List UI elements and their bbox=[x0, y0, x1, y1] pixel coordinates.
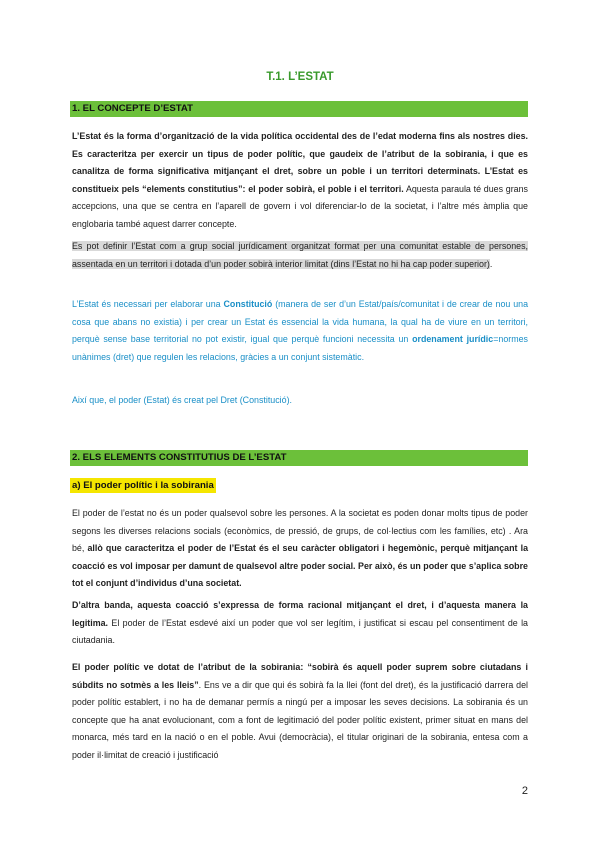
sec1-paragraph-1 bbox=[72, 128, 528, 233]
sec2-p1-a: El poder de l’estat no és un poder qualsevol sobre les persones. A la societat es poden donar molts tipus de poder segons les diverses relacions socials (econòmics, de pressió, de grups, de col·lectius com les famílies, etc) . Ara bé, bbox=[72, 508, 528, 553]
section-1-heading: 1. EL CONCEPTE D’ESTAT bbox=[70, 101, 528, 117]
document-title: T.1. L’ESTAT bbox=[266, 71, 334, 83]
page-number: 2 bbox=[521, 785, 528, 797]
sec1-p1-bold: L’Estat és la forma d’organització de la vida política occidental des de l’edat moderna fins als nostres dies. Es caracteritza per exercir un tipus de poder polític, que gaudeix de l’atribut de la sobirania, i que es canalitza de forma significativa mitjançant el dret, sobre un poble i un territori determinats. L’Estat es constitueix pels “elements constitutius”: el poder sobirà, el poble i el territori. bbox=[72, 131, 528, 194]
sec1-p3-ordenament: ordenament jurídic bbox=[412, 334, 494, 344]
sec1-p3-c: (manera de ser d’un Estat/país/comunitat i de crear de nou una cosa que abans no existia) i per crear un Estat és essencial la vida humana, la qual ha de viure en un territori, perquè sense base territorial no pot existir, igual que perquè funcioni necessita un bbox=[72, 299, 529, 344]
sec1-p3-constitucio: Constitució bbox=[223, 299, 273, 309]
sec2-p3-bold: El poder polític ve dotat de l’atribut de la sobirania: “sobirà és aquell poder suprem sobre ciutadans i súbdits no sotmès a les lleis” bbox=[72, 662, 528, 690]
sec1-p2-end: . bbox=[489, 258, 493, 269]
sec2-paragraph-3 bbox=[72, 659, 528, 764]
sec2-p2-rest: El poder de l’Estat esdevé així un poder que vol ser legítim, i justificat si escau pel consentiment de la ciutadania. bbox=[72, 617, 528, 645]
sec1-paragraph-4: Així que, el poder (Estat) és creat pel Dret (Constitució). bbox=[72, 395, 292, 405]
sec2-paragraph-2 bbox=[72, 597, 528, 650]
sec1-p2-highlight: Es pot definir l’Estat com a grup social jurídicament organitzat format per una comunitat estable de persones, assentada en un territori i dotada d’un poder sobirà interior limitat (dins l’Estat no hi ha cap poder superior) bbox=[72, 241, 528, 269]
sec2-p2-bold: D’altra banda, aquesta coacció s’expressa de forma racional mitjançant el dret, i d’aquesta manera la legitima. bbox=[72, 600, 528, 628]
sec2-p3-rest: . Ens ve a dir que qui és sobirà fa la llei (font del dret), és la justificació darrera del poder polític establert, i no ha de demanar permís a ningú per a imposar les seves decisions. La sobirania és un concepte que ha anat evolucionant, com a font de legitimació del poder polític existent, primer situat en mans del monarca, més tard en la nació o en el poble. Avui (democràcia), el titular originari de la sobirania, entesa com a poder il·limitat de creació i justificació bbox=[72, 679, 528, 760]
subsection-a-heading: a) El poder polític i la sobirania bbox=[72, 480, 214, 491]
sec1-p3-a: L’Estat és necessari per elaborar una bbox=[72, 299, 224, 309]
sec1-paragraph-2 bbox=[72, 238, 528, 273]
sec2-p1-bold: allò que caracteritza el poder de l’Estat és el seu caràcter obligatori i hegemònic, perquè mitjançant la coacció es vol imposar per damunt de qualsevol altre poder social. Per això, és un poder que s’aplica sobre tot el conjunt d’individus d’una societat. bbox=[72, 543, 529, 588]
section-2-heading: 2. ELS ELEMENTS CONSTITUTIUS DE L’ESTAT bbox=[70, 450, 528, 466]
sec2-paragraph-1 bbox=[72, 505, 528, 593]
sec1-paragraph-3 bbox=[72, 296, 528, 366]
sec1-p3-e: =normes unànimes (dret) que regulen les relacions, gràcies a un conjunt sistemàtic. bbox=[72, 334, 528, 362]
sec1-p1-rest: Aquesta paraula té dues grans accepcions, una que se centra en l’aparell de govern i vol diferenciar-lo de la societat, i l’altre més àmplia que englobaria també aquest darrer concepte. bbox=[72, 183, 528, 229]
